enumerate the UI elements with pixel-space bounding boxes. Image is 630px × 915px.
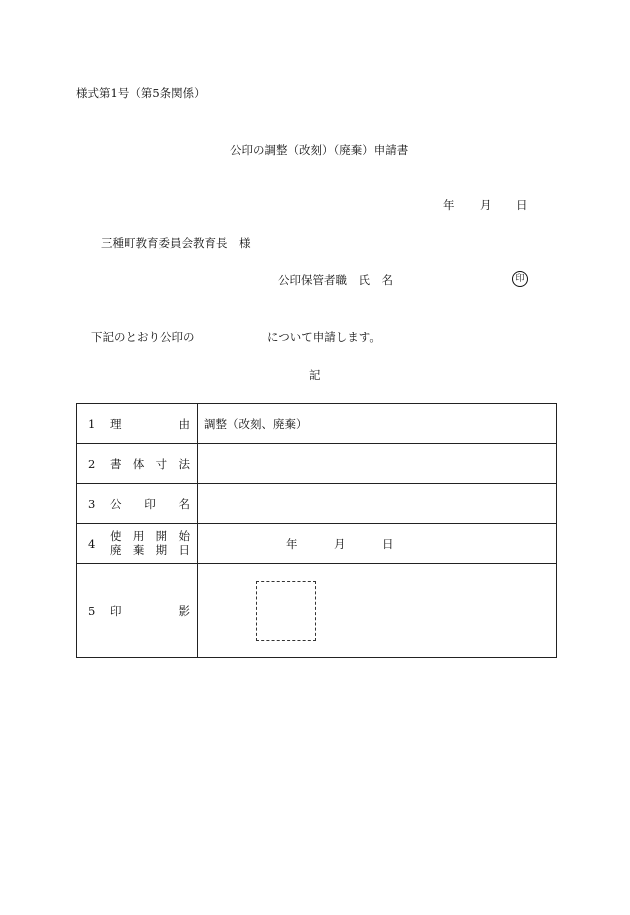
form-number: 様式第1号（第5条関係） [76, 86, 206, 100]
label-char: 法 [178, 456, 190, 471]
label-char: 印 [144, 496, 156, 511]
label-seal-impression [110, 603, 190, 619]
label-char: 由 [178, 416, 190, 431]
value-cell-reason [198, 404, 557, 444]
table-row-dates [77, 524, 557, 564]
label-char: 日 [178, 543, 190, 557]
row-number: 4 [88, 536, 96, 551]
label-cell-reason [77, 404, 198, 444]
label-char: 棄 [132, 543, 145, 557]
request-suffix: について申請します。 [267, 330, 381, 344]
dates-value [286, 536, 394, 552]
date-month-label: 月 [480, 198, 492, 212]
label-char: 開 [155, 529, 168, 543]
label-char: 公 [110, 496, 122, 511]
date-year-label: 年 [443, 198, 455, 212]
table-row-seal-name [77, 484, 557, 524]
label-line-disposal [110, 543, 190, 557]
label-reason [110, 416, 190, 432]
row-number: 3 [88, 496, 96, 511]
label-char: 体 [132, 456, 145, 471]
label-cell-font-size [77, 444, 198, 484]
dates-year-label: 年 [286, 536, 298, 551]
seal-mark-icon: 印 [512, 271, 528, 287]
table-row-font-size [77, 444, 557, 484]
label-char: 寸 [155, 456, 168, 471]
ki-heading: 記 [309, 368, 321, 382]
application-table [76, 403, 557, 658]
label-font-size [110, 456, 190, 472]
row-number: 5 [88, 603, 96, 618]
label-char: 廃 [110, 543, 122, 557]
label-seal-name [110, 496, 190, 512]
label-char: 用 [132, 529, 145, 543]
label-char: 印 [110, 603, 122, 618]
dates-day-label: 日 [382, 536, 394, 551]
label-char: 期 [155, 543, 168, 557]
applicant-label: 公印保管者職 氏 名 [278, 273, 393, 287]
value-cell-seal-impression [198, 564, 557, 658]
label-char: 名 [178, 496, 190, 511]
label-dates [110, 529, 190, 557]
addressee: 三種町教育委員会教育長 様 [101, 236, 251, 250]
label-char: 始 [178, 529, 190, 543]
table-row-reason [77, 404, 557, 444]
label-char: 使 [110, 529, 122, 543]
label-char: 理 [110, 416, 122, 431]
row-number: 1 [88, 416, 96, 431]
table-row-seal-impression [77, 564, 557, 658]
row-number: 2 [88, 456, 96, 471]
label-char: 影 [178, 603, 190, 618]
request-prefix: 下記のとおり公印の [91, 330, 195, 344]
document-title: 公印の調整（改刻）（廃棄）申請書 [230, 143, 409, 157]
label-cell-seal-impression [77, 564, 198, 658]
label-cell-dates [77, 524, 198, 564]
label-line-start [110, 529, 190, 543]
reason-value: 調整（改刻、廃棄） [204, 416, 308, 431]
label-cell-seal-name [77, 484, 198, 524]
value-cell-font-size [198, 444, 557, 484]
seal-impression-box [256, 581, 316, 641]
label-char: 書 [110, 456, 122, 471]
value-cell-dates [198, 524, 557, 564]
date-day-label: 日 [516, 198, 528, 212]
dates-month-label: 月 [334, 536, 346, 551]
value-cell-seal-name [198, 484, 557, 524]
